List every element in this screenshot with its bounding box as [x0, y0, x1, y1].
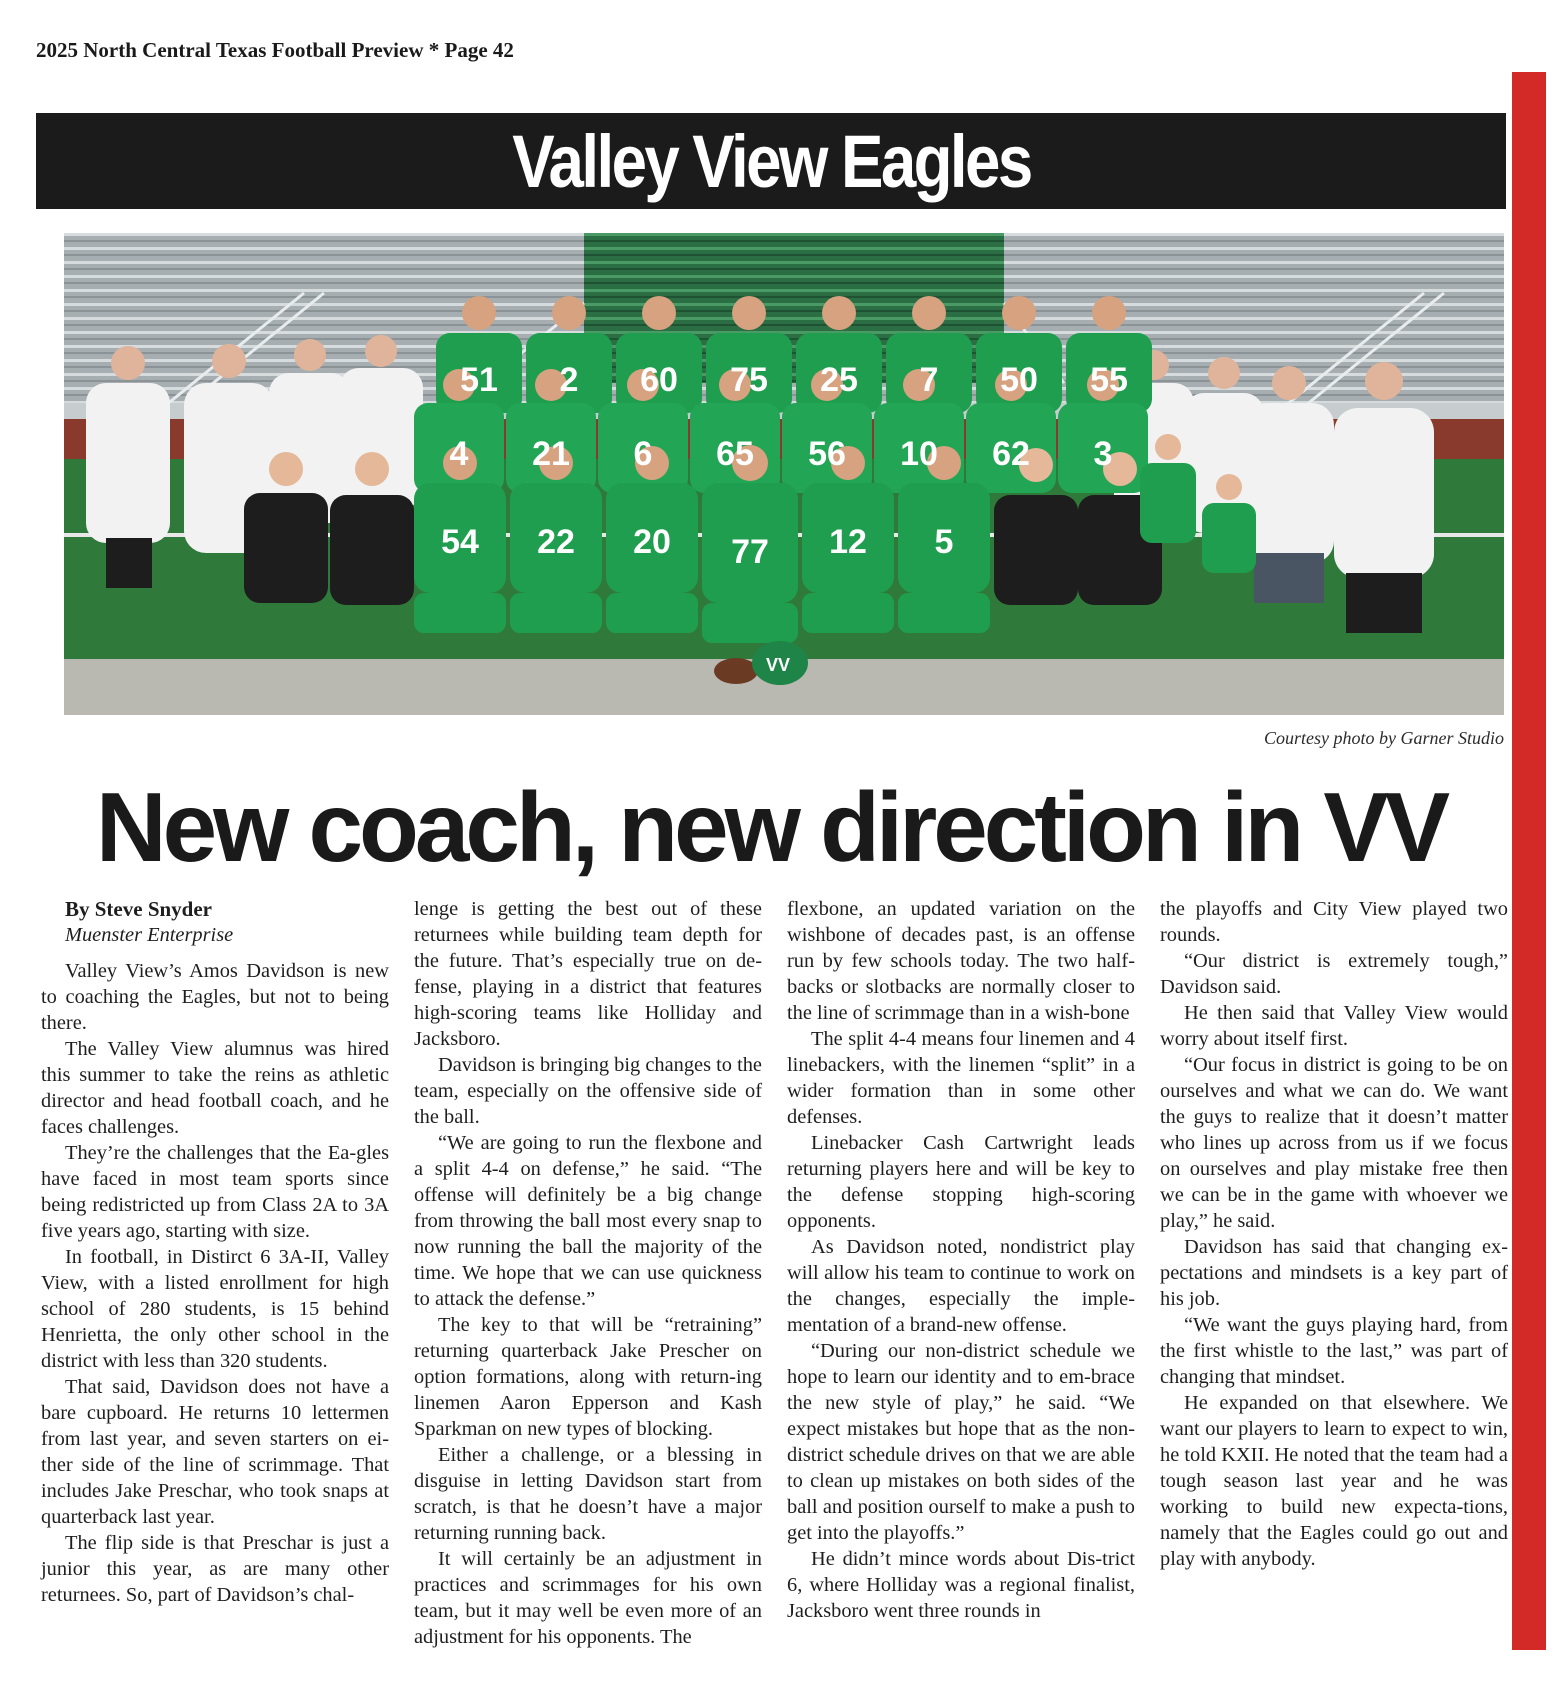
jersey-number: 77	[731, 533, 769, 571]
paragraph: Davidson is bringing big changes to the team, especially on the offensive side of the ball.	[414, 1054, 762, 1128]
jersey-number: 10	[900, 435, 938, 473]
paragraph: The Valley View alumnus was hired this summer to take the reins as athletic director and head football coach, and he faces challenges.	[41, 1038, 389, 1138]
paragraph: Either a challenge, or a blessing in disguise in letting Davidson start from scratch, is that he doesn’t have a major returning running back.	[414, 1444, 762, 1544]
paragraph: “We are going to run the flexbone and a split 4-4 on defense,” he said. “The offense will definitely be a big change from throwing the ball most every snap to now running the ball the majority of the time. We hope that we can use quickness to attack the defense.”	[414, 1132, 762, 1310]
paragraph: In football, in Distirct 6 3A-II, Valley View, with a listed enrollment for high school of 280 students, is 15 behind Henrietta, the only other school in the district with less than 320 students.	[41, 1246, 389, 1372]
jersey-number: 6	[633, 435, 653, 473]
jersey-number: 51	[460, 361, 498, 399]
football	[714, 658, 758, 684]
jersey-number: 65	[716, 435, 754, 473]
jersey-number: 21	[532, 435, 570, 473]
jersey-number: 20	[633, 523, 671, 561]
paragraph: That said, Davidson does not have a bare cupboard. He returns 10 lettermen from last year, and seven starters on ei-ther side of the line of scrimmage. That includes Jake Preschar, who took snaps at quarterback last year.	[41, 1376, 389, 1528]
affiliation: Muenster Enterprise	[65, 924, 234, 946]
jersey-number: 60	[640, 361, 678, 399]
article-column-1	[41, 896, 389, 1608]
red-margin-bar	[1512, 72, 1546, 1650]
paragraph: the playoffs and City View played two rounds.	[1160, 898, 1508, 946]
paragraph: flexbone, an updated variation on the wishbone of decades past, is an offense run by few schools today. The two half-backs or slotbacks are normally closer to the line of scrimmage than in a wish-bone	[787, 898, 1135, 1024]
byline: By Steve Snyder	[65, 897, 212, 921]
paragraph: As Davidson noted, nondistrict play will allow his team to continue to work on the changes, especially the imple-mentation of a brand-new offense.	[787, 1236, 1135, 1336]
jersey-number: 25	[820, 361, 858, 399]
banner-title: Valley View Eagles	[511, 119, 1031, 203]
helmet-logo: VV	[766, 655, 791, 675]
team-photo-illustration	[64, 233, 1504, 715]
article-headline: New coach, new direction in VV	[95, 772, 1447, 882]
paragraph: Davidson has said that changing ex-pectations and mindsets is a key part of his job.	[1160, 1236, 1508, 1310]
jersey-number: 50	[1000, 361, 1038, 399]
players-front-row	[414, 483, 990, 643]
jersey-number: 55	[1090, 361, 1128, 399]
paragraph: Linebacker Cash Cartwright leads returning players here and will be key to the defense stopping high-scoring opponents.	[787, 1132, 1135, 1232]
paragraph: lenge is getting the best out of these returnees while building team depth for the future. That’s especially true on de-fense, playing in a district that features high-scoring teams like Holliday and Jacksboro.	[414, 898, 762, 1050]
paragraph: The flip side is that Preschar is just a junior this year, as are many other returnees. So, part of Davidson’s chal-	[41, 1532, 389, 1606]
jersey-number: 62	[992, 435, 1030, 473]
photo-caption: Courtesy photo by Garner Studio	[1264, 728, 1504, 748]
jersey-number: 12	[829, 523, 867, 561]
article-column-4	[1160, 896, 1508, 1572]
paragraph: “During our non-district schedule we hope to learn our identity and to em-brace the new style of play,” he said. “We expect mistakes but hope that as the non-district schedule drives on that we are able to clean up mistakes on both sides of the ball and position ourself to make a push to get into the playoffs.”	[787, 1340, 1135, 1544]
paragraph: It will certainly be an adjustment in practices and scrimmages for his own team, but it may well be even more of an adjustment for his opponents. The	[414, 1548, 762, 1648]
paragraph: “Our district is extremely tough,” Davidson said.	[1160, 950, 1508, 998]
paragraph: The key to that will be “retraining” returning quarterback Jake Prescher on option formations, along with return-ing linemen Aaron Epperson and Kash Sparkman on new types of blocking.	[414, 1314, 762, 1440]
paragraph: “Our focus in district is going to be on ourselves and what we can do. We want the guys to realize that it doesn’t matter who lines up across from us if we focus on ourselves and play mistake free then we can be in the game with whoever we play,” he said.	[1160, 1054, 1508, 1232]
paragraph: They’re the challenges that the Ea-gles have faced in most team sports since being redistricted up from Class 2A to 3A five years ago, starting with size.	[41, 1142, 389, 1242]
page-header: 2025 North Central Texas Football Preview * Page 42	[36, 38, 514, 62]
article-column-3	[787, 896, 1135, 1624]
jersey-number: 5	[934, 523, 954, 561]
jersey-number: 56	[808, 435, 846, 473]
paragraph: “We want the guys playing hard, from the first whistle to the last,” was part of changing that mindset.	[1160, 1314, 1508, 1388]
jersey-number: 3	[1093, 435, 1113, 473]
paragraph: The split 4-4 means four linemen and 4 linebackers, with the linemen “split” in a wider formation than in some other defenses.	[787, 1028, 1135, 1128]
paragraph: He didn’t mince words about Dis-trict 6, where Holliday was a regional finalist, Jacksboro went three rounds in	[787, 1548, 1135, 1622]
jersey-number: 2	[559, 361, 579, 399]
article-column-2	[414, 896, 762, 1650]
jersey-number: 7	[919, 361, 939, 399]
paragraph: He then said that Valley View would worry about itself first.	[1160, 1002, 1508, 1050]
jersey-number: 75	[730, 361, 768, 399]
team-banner	[36, 113, 1506, 209]
team-photo	[64, 233, 1504, 715]
jersey-number: 22	[537, 523, 575, 561]
paragraph: He expanded on that elsewhere. We want our players to learn to expect to win, he told KXII. He noted that the team had a tough season last year and he was working to build new expecta-tions, namely that the Eagles could go out and play with anybody.	[1160, 1392, 1508, 1570]
paragraph: Valley View’s Amos Davidson is new to coaching the Eagles, but not to being there.	[41, 960, 389, 1034]
jersey-number: 54	[441, 523, 479, 561]
jersey-number: 4	[449, 435, 469, 473]
